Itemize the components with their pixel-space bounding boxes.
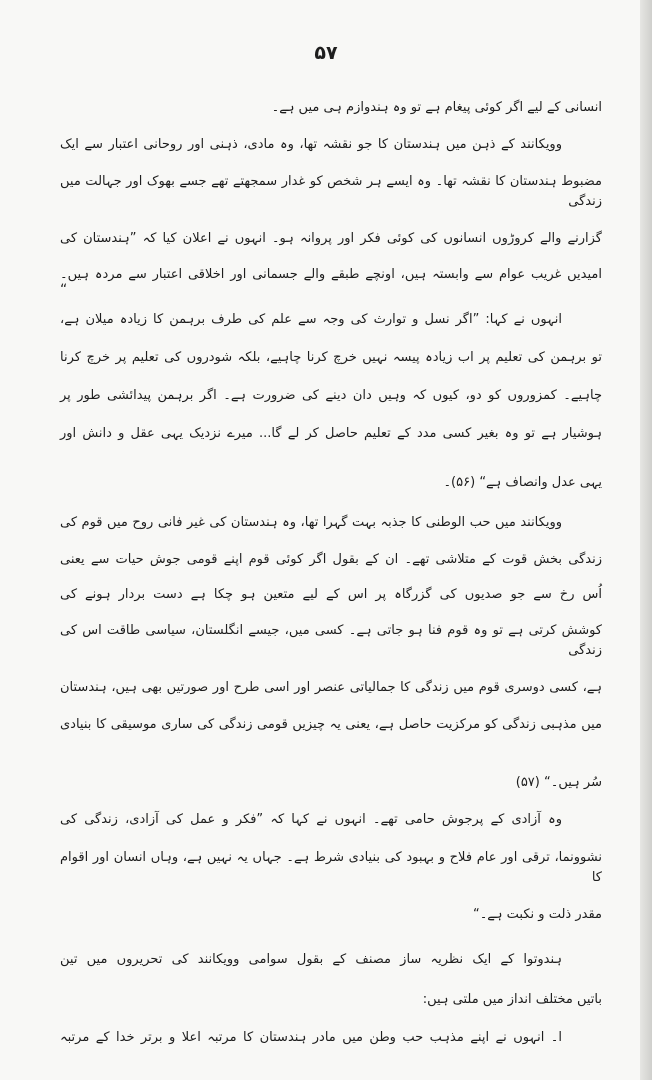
page-edge bbox=[640, 0, 652, 1080]
list-item-line: ا۔ انہوں نے اپنے مذہب حب وطن میں مادر ہندستان کا مرتبہ اعلا و برتر خدا کے مرتبہ bbox=[60, 1030, 562, 1045]
paragraph-start-line: ہندوتوا کے ایک نظریہ ساز مصنف کے بقول سوامی وویکانند کی تحریروں میں تین bbox=[60, 952, 562, 967]
text-line: میں مذہبی زندگی کو مرکزیت حاصل ہے، یعنی یہ چیزیں قومی زندگی کی ساری موسیقی کا بنیادی bbox=[60, 717, 602, 732]
paragraph-start-line: وویکانند کے ذہن میں ہندستان کا جو نقشہ تھا، وہ مادی، ذہنی اور روحانی اعتبار سے ایک bbox=[60, 137, 562, 152]
text-line: کوشش کرتی ہے تو وہ قوم فنا ہو جاتی ہے۔ کسی میں، جیسے انگلستان، سیاسی طاقت اس کی زندگی bbox=[60, 623, 602, 658]
text-line: باتیں مختلف انداز میں ملتی ہیں: bbox=[422, 992, 602, 1007]
text-line: اُس رخ سے جو صدیوں کی گزرگاہ پر اس کے لیے متعین ہو چکا ہے دست بردار ہونے کی bbox=[60, 587, 602, 602]
text-line: سُر ہیں۔“ (۵۷) bbox=[515, 775, 602, 790]
paragraph-start-line: انہوں نے کہا: ”اگر نسل و توارث کی وجہ سے علم کی طرف برہمن کا زیادہ میلان ہے، bbox=[60, 312, 562, 327]
paragraph-start-line: وویکانند میں حب الوطنی کا جذبہ بہت گہرا تھا، وہ ہندستان کی غیر فانی روح میں قوم کی bbox=[60, 515, 562, 530]
text-line: مضبوط ہندستان کا نقشہ تھا۔ وہ ایسے ہر شخص کو غدار سمجھتے تھے جسے بھوک اور جہالت میں زندگی bbox=[60, 174, 602, 209]
text-line: امیدیں غریب عوام سے وابستہ ہیں، اونچے طبقے والے جسمانی اور اخلاقی اعتبار سے مردہ ہیں۔ bbox=[60, 267, 602, 282]
text-line: نشوونما، ترقی اور عام فلاح و بہبود کی بنیادی شرط ہے۔ جہاں یہ نہیں ہے، وہاں انسان اور اقوام کا bbox=[60, 850, 602, 885]
page-body bbox=[60, 98, 602, 1048]
text-line: گزارنے والے کروڑوں انسانوں کی کوئی فکر اور پروانہ ہو۔ انہوں نے اعلان کیا کہ ”ہندستان کی bbox=[60, 231, 602, 246]
closing-quote: “ bbox=[60, 282, 68, 298]
paragraph-start-line: وہ آزادی کے پرجوش حامی تھے۔ انہوں نے کہا کہ ”فکر و عمل کی آزادی، زندگی کی bbox=[60, 812, 562, 827]
page-number: ۵۷ bbox=[314, 42, 338, 64]
text-line: ہوشیار ہے تو وہ بغیر کسی مدد کے تعلیم حاصل کر لے گا... میرے نزدیک یہی عقل و دانش اور bbox=[60, 426, 602, 441]
text-line: مقدر ذلت و نکبت ہے۔“ bbox=[472, 907, 602, 922]
text-line: یہی عدل وانصاف ہے“ (۵۶)۔ bbox=[443, 475, 602, 490]
text-line: چاہیے۔ کمزوروں کو دو، کیوں کہ وہیں دان دینے کی ضرورت ہے۔ اگر برہمن پیدائشی طور پر bbox=[60, 388, 602, 403]
text-line: تو برہمن کی تعلیم پر اب زیادہ پیسہ نہیں خرچ کرنا چاہیے، بلکہ شودروں کی تعلیم پر خرچ کرنا bbox=[60, 350, 602, 365]
text-line: زندگی بخش قوت کے متلاشی تھے۔ ان کے بقول اگر کوئی قوم اپنے قومی جوش حیات سے یعنی bbox=[60, 552, 602, 567]
text-line: انسانی کے لیے اگر کوئی پیغام ہے تو وہ ہندوازم ہی میں ہے۔ bbox=[271, 100, 602, 115]
text-line: ہے، کسی دوسری قوم میں زندگی کا جمالیاتی عنصر اور اسی طرح اور صورتیں بھی ہیں، ہندستان bbox=[60, 680, 602, 695]
